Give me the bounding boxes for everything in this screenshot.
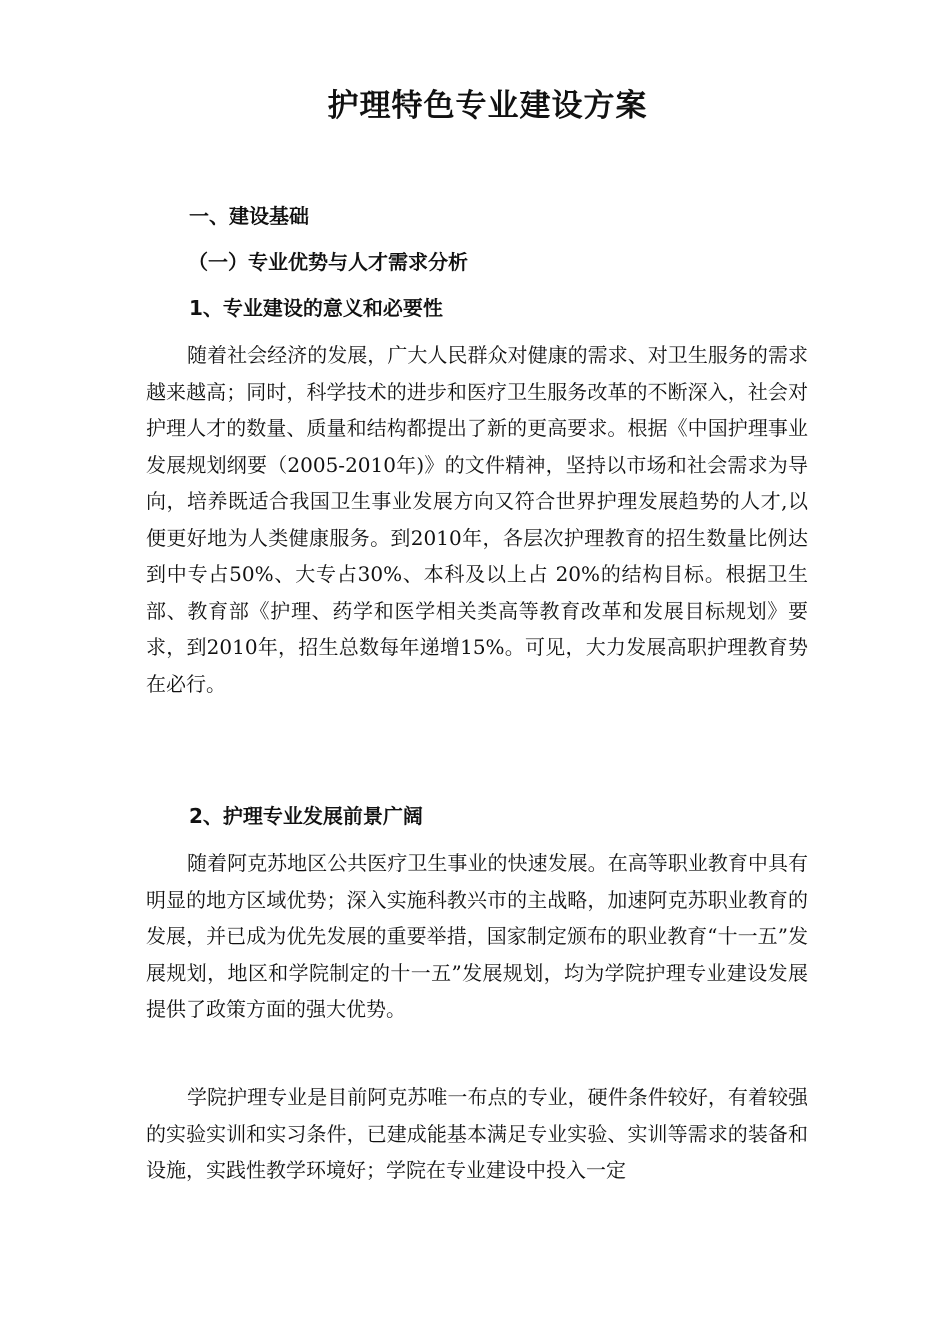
paragraph-block-prospects	[146, 845, 808, 1028]
item-heading-significance: 1、专业建设的意义和必要性	[189, 296, 443, 320]
paragraph-prospects-policy: 随着阿克苏地区公共医疗卫生事业的快速发展。在高等职业教育中具有明显的地方区域优势；深入实施科教兴市的主战略，加速阿克苏职业教育的发展，并已成为优先发展的重要举措，国家制定颁布的职业教育“十一五”发展规划，地区和学院制定的十一五”发展规划，均为学院护理专业建设发展提供了政策方面的强大优势。	[146, 851, 808, 1021]
item-heading-prospects: 2、护理专业发展前景广阔	[189, 804, 423, 828]
paragraph-block-conditions	[146, 1079, 808, 1189]
section-heading: 一、建设基础	[189, 204, 309, 228]
document-title: 护理特色专业建设方案	[327, 88, 648, 124]
subsection-heading: （一）专业优势与人才需求分析	[188, 250, 468, 274]
paragraph-block-significance	[146, 337, 808, 702]
paragraph-significance: 随着社会经济的发展，广大人民群众对健康的需求、对卫生服务的需求越来越高；同时，科学技术的进步和医疗卫生服务改革的不断深入，社会对护理人才的数量、质量和结构都提出了新的更高要求。根据《中国护理事业发展规划纲要（2005-2010年)》的文件精神，坚持以市场和社会需求为导向，培养既适合我国卫生事业发展方向又符合世界护理发展趋势的人才,以便更好地为人类健康服务。到2010年，各层次护理教育的招生数量比例达到中专占50%、大专占30%、本科及以上占 20%的结构目标。根据卫生部、教育部《护理、药学和医学相关类高等教育改革和发展目标规划》要求，到2010年，招生总数每年递增15%。可见，大力发展高职护理教育势在必行。	[146, 343, 808, 696]
paragraph-prospects-conditions: 学院护理专业是目前阿克苏唯一布点的专业，硬件条件较好，有着较强的实验实训和实习条件，已建成能基本满足专业实验、实训等需求的装备和设施，实践性教学环境好；学院在专业建设中投入一定	[146, 1085, 808, 1182]
